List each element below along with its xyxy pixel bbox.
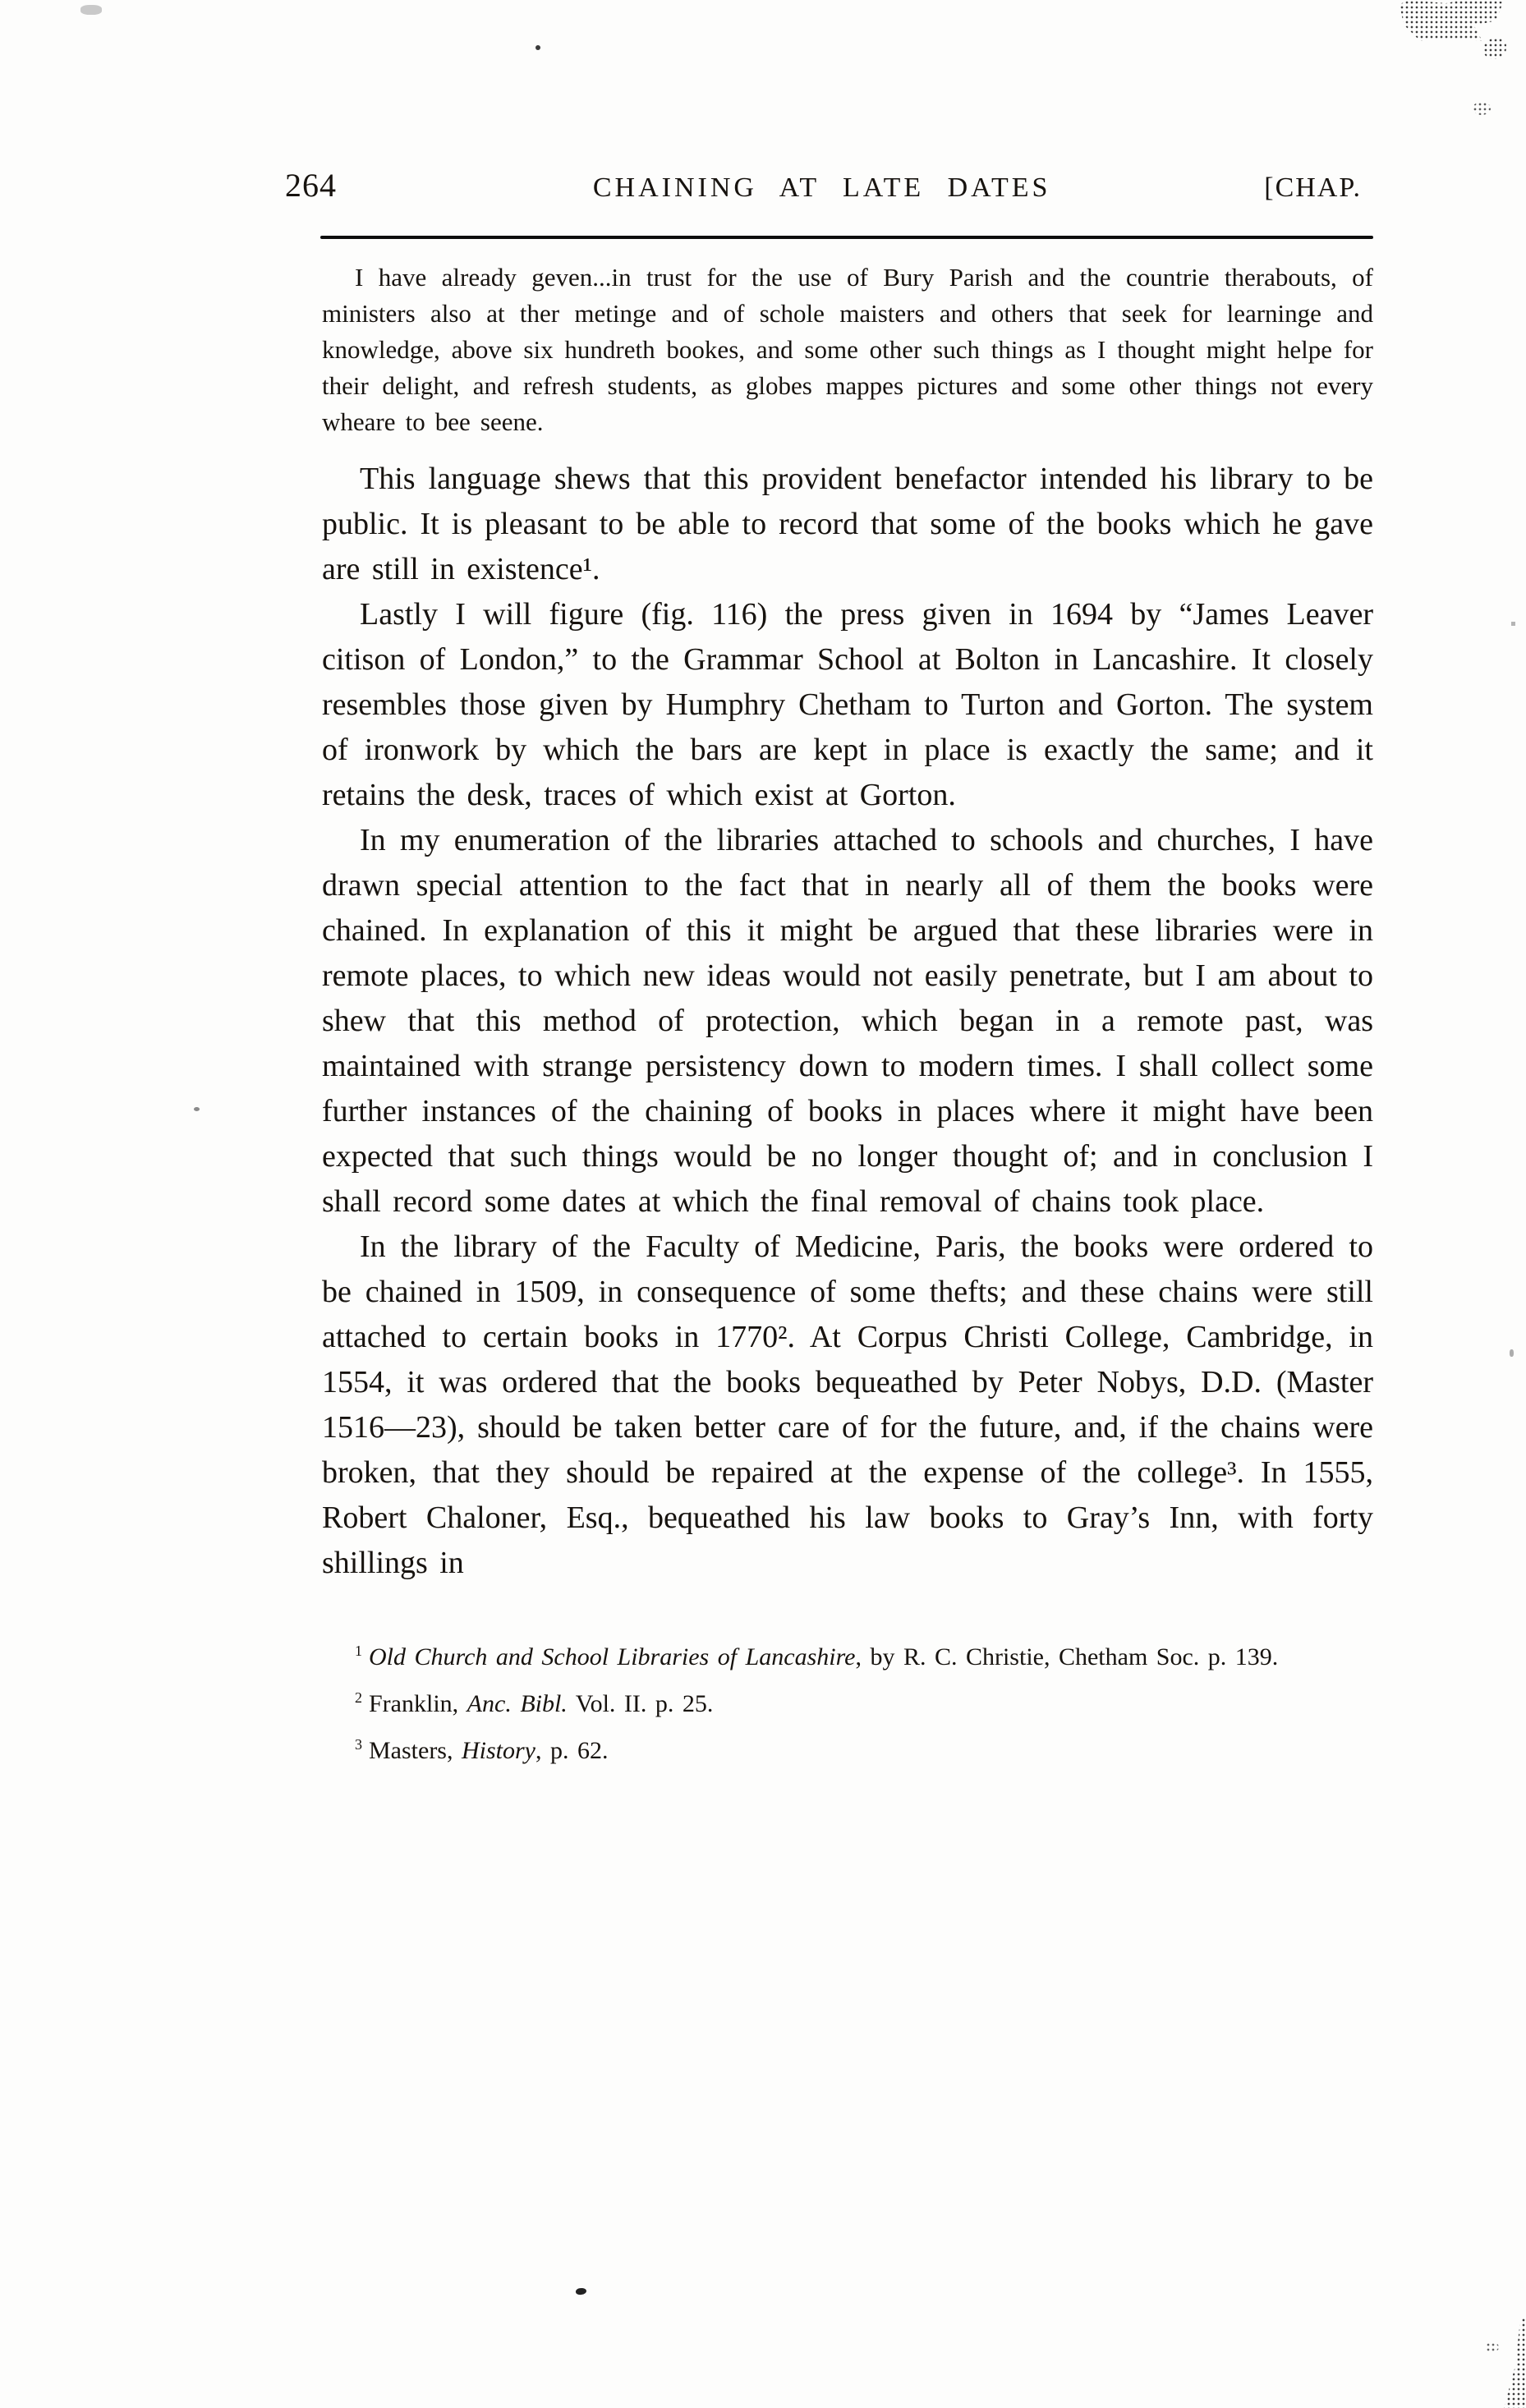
footnote-1-citation: , by R. C. Christie, Chetham Soc. p. 139. bbox=[855, 1643, 1279, 1670]
body-paragraph-3: In my enumeration of the libraries attached to schools and churches, I have drawn special attention to the fact that in nearly all of them the books were chained. In explanation of this it might be argued that these libraries were in remote places, to which new ideas would not easily penetrate, but I am about to shew that this method of protection, which began in a remote past, was maintained with strange persistency down to modern times. I shall collect some further instances of the chaining of books in places where it might have been expected that such things would be no longer thought of; and in conclusion I shall record some dates at which the final removal of chains took place. bbox=[322, 823, 1373, 1219]
scan-smudge-top-right-small bbox=[1483, 38, 1506, 59]
footnote-3-title: History bbox=[461, 1737, 535, 1764]
footnotes-block bbox=[322, 1634, 1373, 1774]
footnote-1-title: Old Church and School Libraries of Lancashire bbox=[369, 1643, 856, 1670]
footnote-2-title: Anc. Bibl. bbox=[467, 1690, 568, 1717]
footnote-1-marker: 1 bbox=[355, 1643, 362, 1659]
scan-smudge-top-right-dot bbox=[1473, 102, 1491, 115]
scan-speck-top-left bbox=[80, 5, 102, 15]
scan-speck-right-edge-2 bbox=[1510, 1349, 1514, 1357]
body-paragraph-4: In the library of the Faculty of Medicine, Paris, the books were ordered to be chained in 1509, in consequence of some thefts; and these chains were still attached to certain books in 1770². At Corpus Christi College, Cambridge, in 1554, it was ordered that the books bequeathed by Peter Nobys, D.D. (Master 1516—23), should be taken better care of for the future, and, if the chains were broken, that they should be repaired at the expense of the college³. In 1555, Robert Chaloner, Esq., bequeathed his law books to Gray’s Inn, with forty shillings in bbox=[322, 1229, 1373, 1580]
scan-smudge-top-right bbox=[1400, 0, 1503, 41]
footnote-2-citation: Vol. II. p. 25. bbox=[567, 1690, 714, 1717]
chapter-marker: [CHAP. bbox=[1264, 172, 1362, 203]
scan-smudge-bottom-right-small bbox=[1486, 2342, 1499, 2352]
text-block bbox=[322, 260, 1373, 1774]
scan-speck-left-margin bbox=[194, 1107, 200, 1111]
scan-smudge-bottom-right bbox=[1501, 2318, 1526, 2408]
body-paragraph-2: Lastly I will figure (fig. 116) the press given in 1694 by “James Leaver citison of London,” to the Grammar School at Bolton in Lancashire. It closely resembles those given by Humphry Chetham to Turton and Gorton. The system of ironwork by which the bars are kept in place is exactly the same; and it retains the desk, traces of which exist at Gorton. bbox=[322, 597, 1373, 812]
footnote-3-author: Masters, bbox=[369, 1737, 462, 1764]
footnote-2-author: Franklin, bbox=[369, 1690, 467, 1717]
scan-speck-top bbox=[535, 45, 540, 50]
footnote-2-marker: 2 bbox=[355, 1689, 362, 1706]
header-rule bbox=[320, 236, 1373, 239]
scan-speck-right-edge-1 bbox=[1511, 622, 1515, 626]
footnote-3 bbox=[322, 1727, 1373, 1774]
page-number: 264 bbox=[285, 167, 337, 204]
footnote-3-citation: , p. 62. bbox=[535, 1737, 609, 1764]
footnote-3-marker: 3 bbox=[355, 1736, 362, 1753]
scan-speck-bottom-center bbox=[576, 2287, 587, 2295]
running-title: CHAINING AT LATE DATES bbox=[592, 172, 1051, 203]
quoted-will-extract: I have already geven...in trust for the use of Bury Parish and the countrie therabouts, of ministers also at ther metinge and of schole maisters and others that seek for learninge and knowledge, above six hundreth bookes, and some other such things as I thought might helpe for their delight, and refresh students, as globes mappes pictures and some other things not every wheare to bee seene. bbox=[322, 263, 1373, 436]
footnote-1 bbox=[322, 1634, 1373, 1680]
running-header bbox=[285, 166, 1362, 204]
body-paragraph-1: This language shews that this provident benefactor intended his library to be public. It is pleasant to be able to record that some of the books which he gave are still in existence¹. bbox=[322, 462, 1373, 586]
footnote-2 bbox=[322, 1680, 1373, 1727]
